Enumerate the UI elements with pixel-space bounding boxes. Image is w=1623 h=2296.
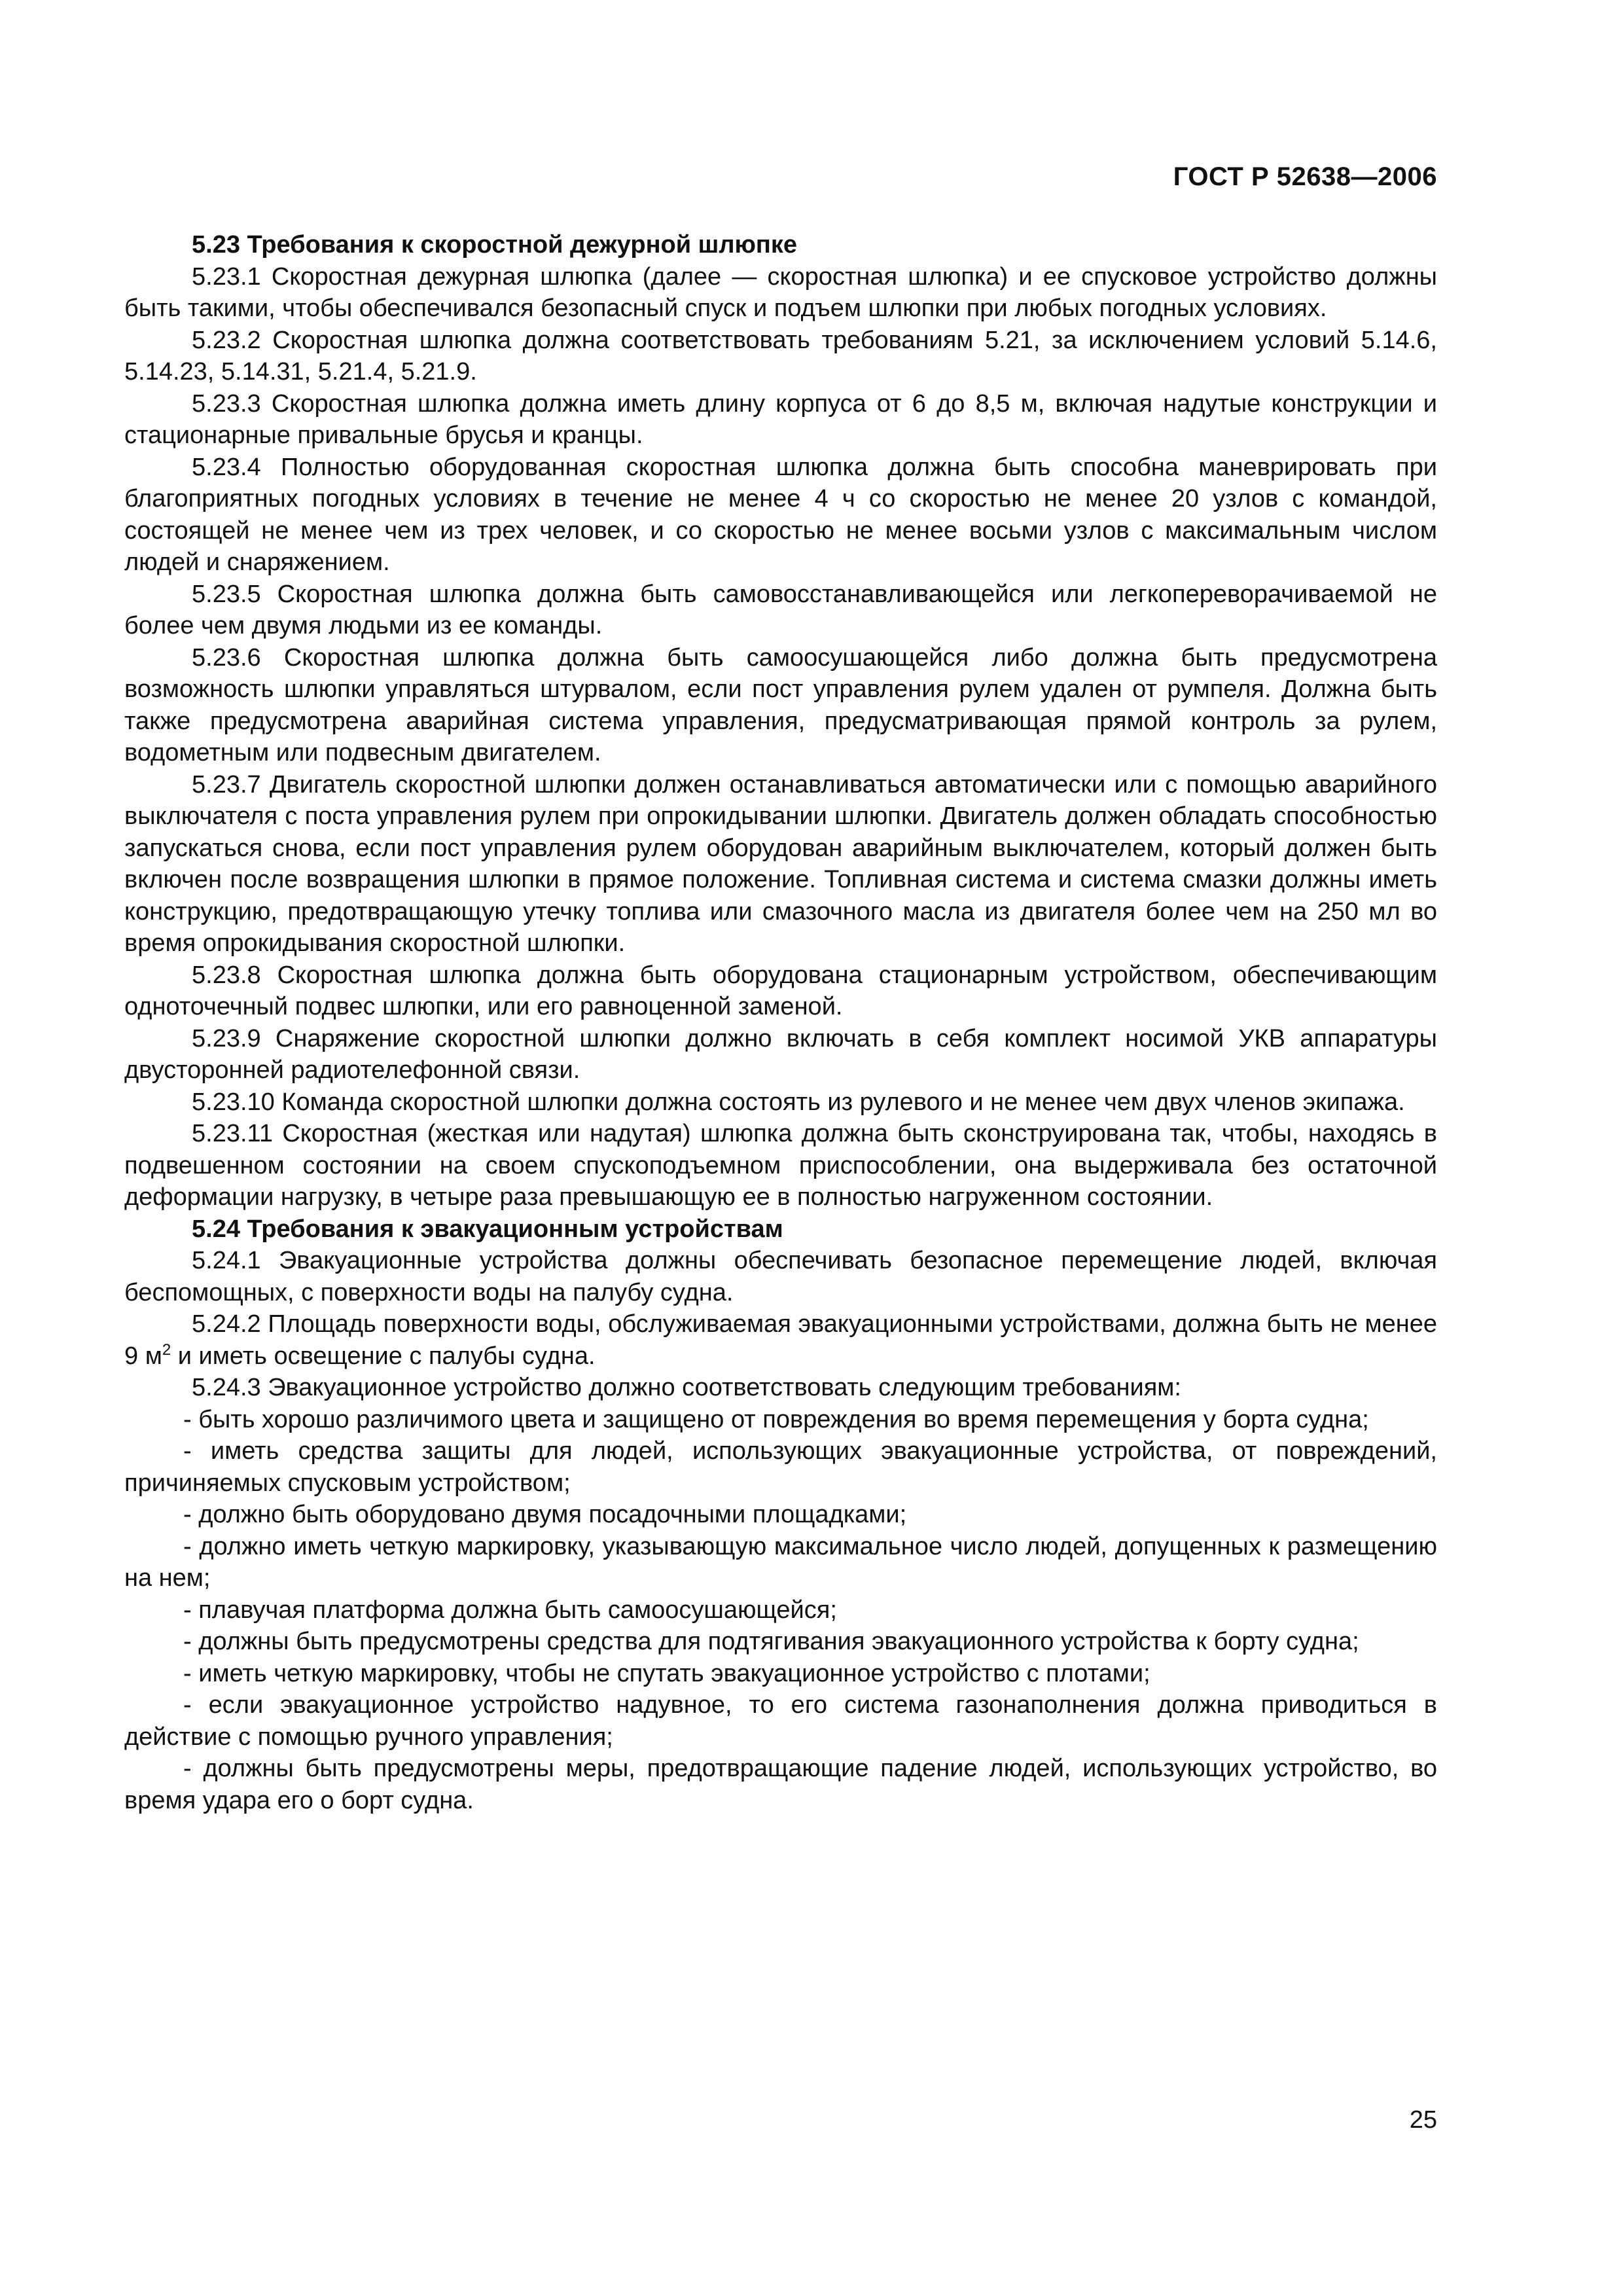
paragraph: 5.24.3 Эвакуационное устройство должно соответствовать следующим требованиям: <box>192 1374 1181 1401</box>
document-code: ГОСТ Р 52638—2006 <box>1173 162 1437 191</box>
list-item: - должны быть предусмотрены средства для подтягивания эвакуационного устройства к борту судна; <box>183 1628 1359 1655</box>
section-heading: 5.23 Требования к скоростной дежурной шлюпке <box>192 231 798 259</box>
paragraph-text: и иметь освещение с палубы судна. <box>171 1342 596 1370</box>
paragraph: 5.23.8 Скоростная шлюпка должна быть оборудована стационарным устройством, обеспечивающим одноточечный подвес шлюпки, или его равноценной заменой. <box>124 961 1437 1020</box>
list-item: - быть хорошо различимого цвета и защищено от повреждения во время перемещения у борта судна; <box>183 1405 1369 1433</box>
paragraph: 5.23.2 Скоростная шлюпка должна соответствовать требованиям 5.21, за исключением условий 5.14.6, 5.14.23, 5.14.31, 5.21.4, 5.21.9. <box>124 326 1437 386</box>
paragraph: 5.23.3 Скоростная шлюпка должна иметь длину корпуса от 6 до 8,5 м, включая надутые конструкции и стационарные привальные брусья и кранцы. <box>124 389 1437 449</box>
list-item: - должно быть оборудовано двумя посадочными площадками; <box>183 1501 907 1528</box>
list-item: - плавучая платформа должна быть самоосушающейся; <box>183 1596 837 1624</box>
list-item: - должны быть предусмотрены меры, предотвращающие падение людей, использующих устройство, во время удара его о борт судна. <box>124 1755 1437 1814</box>
paragraph: 5.23.5 Скоростная шлюпка должна быть самовосстанавливающейся или легкопереворачиваемой не более чем двумя людьми из ее команды. <box>124 580 1437 639</box>
paragraph: 5.23.4 Полностью оборудованная скоростная шлюпка должна быть способна маневрировать при благоприятных погодных условиях в течение не менее 4 ч со скоростью не менее 20 узлов с командой, состоящей не менее чем из трех человек, и со скоростью не менее восьми узлов с максимальным числом людей и снаряжением. <box>124 453 1437 576</box>
document-body <box>124 229 1437 1816</box>
superscript: 2 <box>162 1340 171 1359</box>
paragraph-with-superscript <box>124 1308 1437 1372</box>
list-item: - иметь средства защиты для людей, использующих эвакуационные устройства, от повреждений, причиняемых спусковым устройством; <box>124 1437 1437 1497</box>
paragraph: 5.23.11 Скоростная (жесткая или надутая) шлюпка должна быть сконструирована так, чтобы, находясь в подвешенном состоянии на своем спускоподъемном приспособлении, она выдерживала без остаточной деформации нагрузку, в четыре раза превышающую ее в полностью нагруженном состоянии. <box>124 1120 1437 1211</box>
paragraph: 5.23.6 Скоростная шлюпка должна быть самоосушающейся либо должна быть предусмотрена возможность шлюпки управляться штурвалом, если пост управления рулем удален от румпеля. Должна быть также предусмотрена аварийная система управления, предусматривающая прямой контроль за рулем, водометным или подвесным двигателем. <box>124 643 1437 766</box>
paragraph: 5.23.7 Двигатель скоростной шлюпки должен останавливаться автоматически или с помощью аварийного выключателя с поста управления рулем при опрокидывании шлюпки. Двигатель должен обладать способностью запускаться снова, если пост управления рулем оборудован аварийным выключателем, который должен быть включен после возвращения шлюпки в прямое положение. Топливная система и система смазки должны иметь конструкцию, предотвращающую утечку топлива или смазочного масла из двигателя более чем на 250 мл во время опрокидывания скоростной шлюпки. <box>124 770 1437 957</box>
paragraph: 5.23.9 Снаряжение скоростной шлюпки должно включать в себя комплект носимой УКВ аппаратуры двусторонней радиотелефонной связи. <box>124 1024 1437 1084</box>
paragraph-text: 5.24.2 Площадь поверхности воды, обслуживаемая эвакуационными устройствами, должна быть не менее 9 м <box>124 1310 1437 1370</box>
list-item: - если эвакуационное устройство надувное, то его система газонаполнения должна приводиться в действие с помощью ручного управления; <box>124 1691 1437 1751</box>
list-item: - иметь четкую маркировку, чтобы не спутать эвакуационное устройство с плотами; <box>183 1659 1150 1687</box>
paragraph: 5.23.10 Команда скоростной шлюпки должна состоять из рулевого и не менее чем двух членов экипажа. <box>192 1088 1405 1116</box>
section-heading: 5.24 Требования к эвакуационным устройствам <box>192 1215 783 1243</box>
paragraph: 5.23.1 Скоростная дежурная шлюпка (далее — скоростная шлюпка) и ее спусковое устройство должны быть такими, чтобы обеспечивался безопасный спуск и подъем шлюпки при любых погодных условиях. <box>124 262 1437 322</box>
list-item: - должно иметь четкую маркировку, указывающую максимальное число людей, допущенных к размещению на нем; <box>124 1532 1437 1592</box>
page-number: 25 <box>1409 2106 1437 2134</box>
paragraph: 5.24.1 Эвакуационные устройства должны обеспечивать безопасное перемещение людей, включая беспомощных, с поверхности воды на палубу судна. <box>124 1247 1437 1306</box>
